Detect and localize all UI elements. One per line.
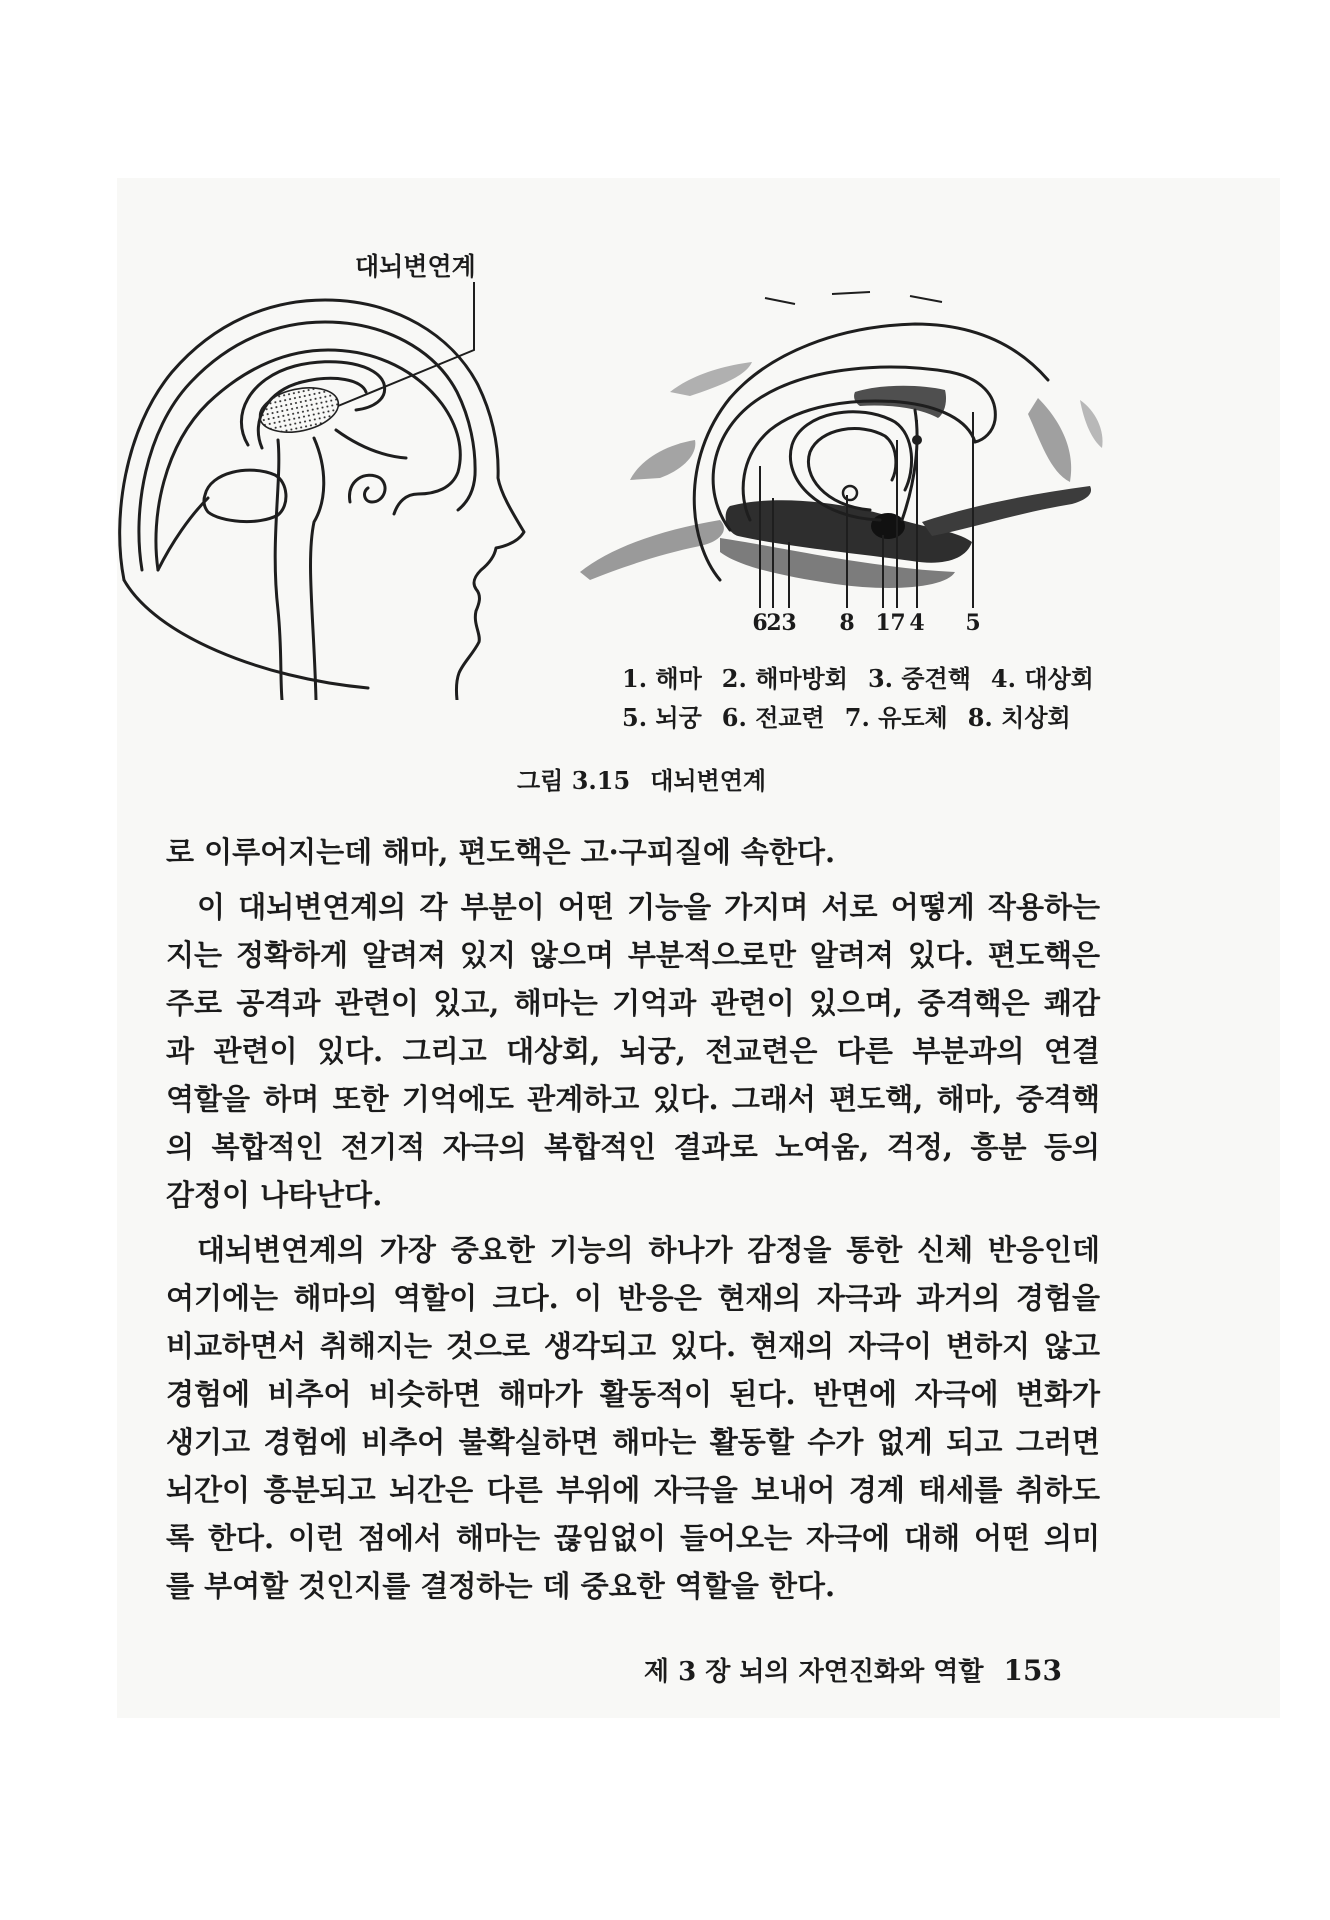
figure-title: 대뇌변연계 [650, 766, 767, 795]
page-number: 153 [1003, 1654, 1062, 1687]
brainstem-band [922, 486, 1091, 536]
structure-number: 7 [890, 610, 906, 636]
text-line: 의 복합적인 전기적 자극의 복합적인 결과로 노여움, 걱정, 흥분 등의 [166, 1130, 1100, 1164]
text-line: 감정이 나타난다. [166, 1178, 383, 1212]
cortex-shading-top [670, 362, 752, 396]
dark-nucleus-blob [871, 513, 905, 539]
cortex-shading-right [1028, 398, 1071, 482]
structure-number: 3 [781, 610, 797, 636]
paragraph [166, 1226, 1100, 1610]
structure-number: 2 [766, 610, 782, 636]
figure-caption [517, 764, 766, 798]
cortex-dash-top [765, 292, 942, 304]
legend-item: 3. 중견핵 [867, 664, 971, 693]
legend-row [622, 701, 1122, 740]
text-line: 지는 정확하게 알려져 있지 않으며 부분적으로만 알려져 있다. 편도핵은 [166, 938, 1100, 972]
chapter-title: 제 3 장 뇌의 자연진화와 역할 [643, 1657, 984, 1687]
text-line: 역할을 하며 또한 기억에도 관계하고 있다. 그래서 편도핵, 해마, 중격핵 [166, 1082, 1100, 1116]
midbrain-curve [336, 430, 406, 458]
figure-legend [622, 662, 1122, 740]
fornix-inner-loop [808, 429, 895, 510]
text-line: 대뇌변연계의 가장 중요한 기능의 하나가 감정을 통한 신체 반응인데 [197, 1233, 1100, 1267]
text-line: 비교하면서 취해지는 것으로 생각되고 있다. 현재의 자극이 변하지 않고 [166, 1329, 1100, 1363]
text-line: 록 한다. 이런 점에서 해마는 끊임없이 들어오는 자극에 대해 어떤 의미 [166, 1521, 1100, 1555]
legend-item: 2. 해마방회 [721, 664, 848, 693]
brain-outline [156, 350, 460, 570]
orbit-spiral [349, 475, 385, 502]
limbic-system-dotted-region [256, 381, 343, 439]
text-line: 여기에는 해마의 역할이 크다. 이 반응은 현재의 자극과 과거의 경험을 [166, 1281, 1100, 1315]
structure-number: 8 [839, 610, 855, 636]
legend-item: 7. 유도체 [844, 703, 948, 732]
head-profile-diagram [110, 280, 550, 700]
legend-item: 5. 뇌궁 [622, 703, 702, 732]
cortex-shading-far-right [1080, 400, 1103, 448]
legend-item: 1. 해마 [622, 664, 702, 693]
paragraph [166, 828, 1100, 876]
legend-item: 6. 전교련 [721, 703, 825, 732]
brain-section-diagram [570, 280, 1130, 650]
limbic-system-label: 대뇌변연계 [355, 252, 476, 281]
running-footer [644, 1652, 1062, 1691]
cerebellum-outline [204, 470, 286, 521]
back-of-neck-outline [124, 580, 368, 688]
structure-number: 1 [875, 610, 891, 636]
paragraph [166, 883, 1100, 1219]
text-line: 과 관련이 있다. 그리고 대상회, 뇌궁, 전교련은 다른 부분과의 연결 [166, 1034, 1100, 1068]
text-line: 생기고 경험에 비추어 불확실하면 해마는 활동할 수가 없게 되고 그러면 [166, 1425, 1100, 1459]
occipital-fold [158, 498, 208, 570]
text-line: 로 이루어지는데 해마, 편도핵은 고·구피질에 속한다. [166, 835, 836, 869]
structure-number: 6 [752, 610, 768, 636]
figure-number: 그림 3.15 [517, 766, 631, 795]
text-line: 를 부여할 것인지를 결정하는 데 중요한 역할을 한다. [166, 1569, 836, 1603]
structure-number: 4 [909, 610, 925, 636]
fornix-column [902, 410, 917, 520]
skull-inner-outline [139, 322, 475, 570]
brainstem-right [311, 438, 324, 700]
text-line: 이 대뇌변연계의 각 부분이 어떤 기능을 가지며 서로 어떻게 작용하는 [197, 890, 1100, 924]
legend-row [622, 662, 1122, 701]
cortex-shading-mid [630, 440, 695, 480]
text-line: 경험에 비추어 비슷하면 해마가 활동적이 된다. 반면에 자극에 변화가 [166, 1377, 1100, 1411]
body-text [166, 828, 1100, 1610]
text-line: 주로 공격과 관련이 있고, 해마는 기억과 관련이 있으며, 중격핵은 쾌감 [166, 986, 1100, 1020]
commissure-circle [843, 486, 857, 500]
legend-item: 8. 치상회 [967, 703, 1071, 732]
legend-item: 4. 대상회 [990, 664, 1094, 693]
text-line: 뇌간이 흥분되고 뇌간은 다른 부위에 자극을 보내어 경계 태세를 취하도 [166, 1473, 1100, 1507]
structure-number: 5 [965, 610, 981, 636]
